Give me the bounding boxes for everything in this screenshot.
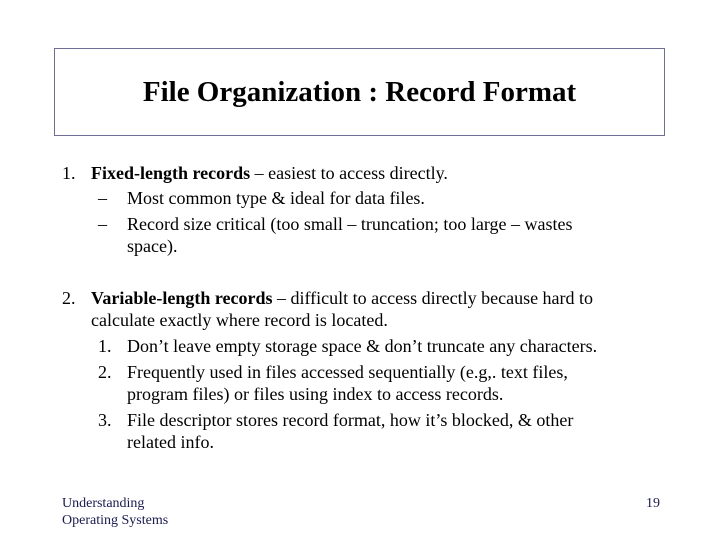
item-1-sub-2-marker: – — [98, 214, 107, 234]
footer-line-2: Operating Systems — [62, 513, 169, 528]
footer-line-1: Understanding — [62, 496, 145, 511]
item-2-line — [91, 287, 593, 309]
item-2-sub-3-text-line-1: File descriptor stores record format, how it’s blocked, & other — [127, 410, 574, 430]
item-2-sub-2-text-line-1: Frequently used in files accessed sequentially (e.g,. text files, — [127, 362, 568, 382]
item-2-number: 2. — [62, 288, 76, 308]
item-2-sub-2-marker: 2. — [98, 362, 112, 382]
item-2-sub-3-text-line-2: related info. — [127, 432, 214, 452]
page-number: 19 — [646, 496, 660, 511]
item-1-sub-1-text: Most common type & ideal for data files. — [127, 188, 425, 208]
item-1-text: – easiest to access directly. — [250, 163, 448, 183]
item-2-sub-2-text-line-2: program files) or files using index to access records. — [127, 384, 504, 404]
item-1-heading: Fixed-length records — [91, 163, 251, 183]
item-2-sub-1-marker: 1. — [98, 336, 112, 356]
item-2-sub-3-marker: 3. — [98, 410, 112, 430]
item-1-sub-2-text-line-2: space). — [127, 236, 178, 256]
slide-title: File Organization : Record Format — [142, 75, 577, 108]
item-2-heading: Variable-length records — [91, 288, 273, 308]
item-1-sub-1-marker: – — [98, 188, 107, 208]
item-2-text: – difficult to access directly because hard to — [272, 288, 594, 308]
item-1-line — [91, 162, 448, 184]
footer-course-title — [62, 495, 168, 529]
item-1-sub-2-text-line-1: Record size critical (too small – truncation; too large – wastes — [127, 214, 573, 234]
item-2-sub-1-text: Don’t leave empty storage space & don’t truncate any characters. — [127, 336, 598, 356]
item-2-text-cont: calculate exactly where record is located. — [91, 310, 388, 330]
item-1-number: 1. — [62, 163, 76, 183]
